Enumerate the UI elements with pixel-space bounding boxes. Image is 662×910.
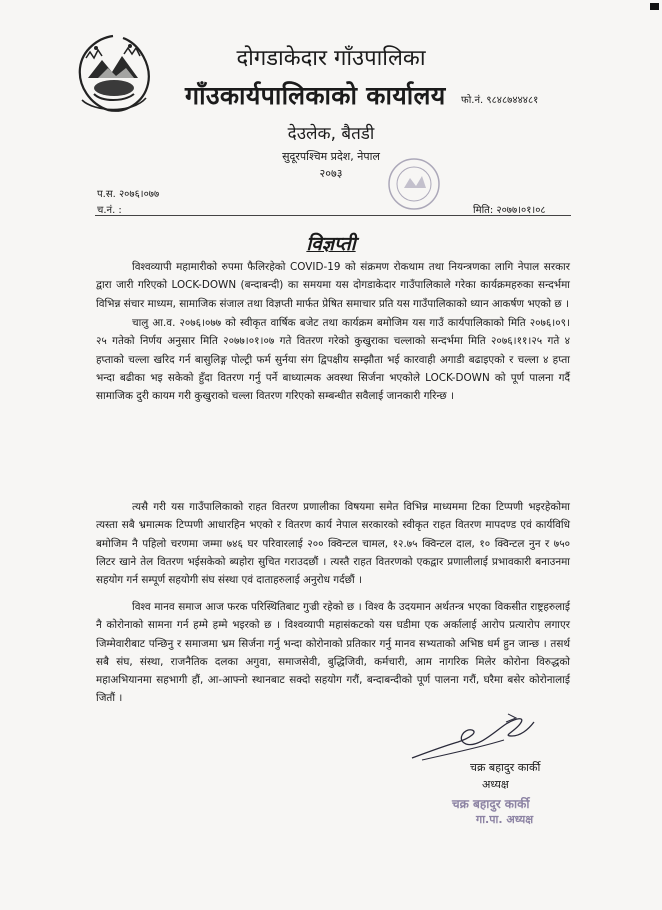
scan-corner-mark [650,3,659,10]
phone-number: फो.नं. ९८४८७४४४८१ [461,95,539,106]
province-line: सुदूरपश्चिम प्रदेश, नेपाल [282,150,380,163]
header-divider [95,215,571,216]
municipality-name: दोगडाकेदार गाँउपालिका [236,46,426,71]
signatory-name: चक्र बहादुर कार्की [470,761,541,774]
notice-paragraph-1 [96,258,570,313]
notice-paragraph-2 [96,314,570,405]
paragraph-text: विश्व मानव समाज आज फरक परिस्थितिबाट गुज्री रहेको छ । विश्व कै उदयमान अर्थतन्त्र भएका विकसीत राष्ट्रहरुलाई नै कोरोनाको सामना गर्न हम्मे हम्मे भइरको छ । विश्वव्यापी महासंकटको यस घडीमा एक अर्कालाई आरोप प्रत्यारोप लगाएर जिम्मेवारीबाट पन्छिनु र समाजमा भ्रम सिर्जना गर्नु भन्दा कोरोनाको प्रतिकार गर्नु मानव सभ्यताको अभिष्ठ धर्म हुन जान्छ । तसर्थ सबै संघ, संस्था, राजनैतिक दलका अगुवा, समाजसेवी, बुद्धिजिवी, कर्मचारी, आम नागरिक मिलेर कोरोना विरुद्धको महाअभियानमा सहभागी हौं, आ-आफ्नो स्थानबाट सक्दो सहयोग गरौं, बन्दाबन्दीको पूर्ण पालना गरौं, घरैमा बसेर कोरोनालाई जितौं । [96,601,570,705]
signatory-role: अध्यक्ष [482,778,509,791]
notice-paragraph-4 [96,598,570,708]
reference-number: प.स. २०७६।०७७ [97,189,160,200]
seal-stamp-role: गा.पा. अध्यक्ष [476,813,534,826]
office-location: देउलेक, बैतडी [287,124,375,144]
paragraph-text: विश्वव्यापी महामारीको रुपमा फैलिरहेको COVID-19 को संक्रमण रोकथाम तथा नियन्त्रणका लागि नेपाल सरकार द्वारा जारी गरिएको LOCK-DOWN (बन्दाबन्दी) का समयमा यस दोगडाकेदार गाउँपालिकाले गरेका कार्यक्रमहरुका सन्दर्भमा विभिन्न संचार माध्यम, सामाजिक संजाल तथा विज्ञप्ती मार्फत प्रेषित समाचार प्रति यस गाउँपालिकाको ध्यान आकर्षण भएको छ । [96,261,570,310]
office-stamp [386,156,442,212]
paragraph-text: चालु आ.व. २०७६।०७७ को स्वीकृत वार्षिक बजेट तथा कार्यक्रम बमोजिम यस गाउँ कार्यपालिकाको मिति २०७६।०९।२५ गतेको निर्णय अनुसार मिति २०७७।०१।०७ गते वितरण गरेको कुखुराका चल्लाको सन्दर्भमा मिति २०७६।११।२५ गते ४ हप्ताको चल्ला खरिद गर्न बासुलिङ्ग पोल्ट्री फर्म सुर्नया संग द्विपक्षीय सम्झौता भई कारवाही अगाडी बढाइएको र चल्ला ४ हप्ता भन्दा बढीका भइ सकेको हुँदा वितरण गर्नु पर्ने बाध्यात्मक अवस्था सिर्जना भएकोले LOCK-DOWN को पूर्ण पालना गर्दै सामाजिक दुरी कायम गरी कुखुराको चल्ला वितरण गरिएको सम्बन्धीत सवैलाई जानकारी गरिन्छ । [96,317,570,403]
paragraph-text: त्यसै गरी यस गाउँपालिकाको राहत वितरण प्रणालीका विषयमा समेत विभिन्न माध्यममा टिका टिप्पणी भइरहेकोमा त्यस्ता सबै भ्रमात्मक टिप्पणी आधारहिन भएको र वितरण कार्य नेपाल सरकारको स्वीकृत राहत वितरण मापदण्ड एवं कार्यविधि बमोजिम नै पहिलो चरणमा जम्मा ७४६ घर परिवारलाई २०० क्विन्टल चामल, १२.७५ क्विन्टल दाल, १० क्विन्टल नुन र ७५० लिटर खाने तेल वितरण भईसकेको ब्यहोरा सुचित गराउदछौं । त्यस्तै राहत वितरणको एकद्वार प्रणालीलाई प्रभावकारी बनाउनमा सहयोग गर्न सम्पूर्ण सहयोगी संघ संस्था एवं दाताहरुलाई अनुरोध गर्दछौं । [96,501,570,587]
dispatch-number: च.नं. : [97,205,122,216]
notice-paragraph-3 [96,498,570,589]
handwritten-signature [408,708,538,766]
notice-title: विज्ञप्ती [306,233,356,255]
office-name: गाँउकार्यपालिकाको कार्यालय [185,81,446,110]
established-year: २०७३ [319,167,343,180]
letter-date: मिति: २०७७।०१।०८ [473,205,546,216]
seal-stamp-name: चक्र बहादुर कार्की [452,797,530,811]
